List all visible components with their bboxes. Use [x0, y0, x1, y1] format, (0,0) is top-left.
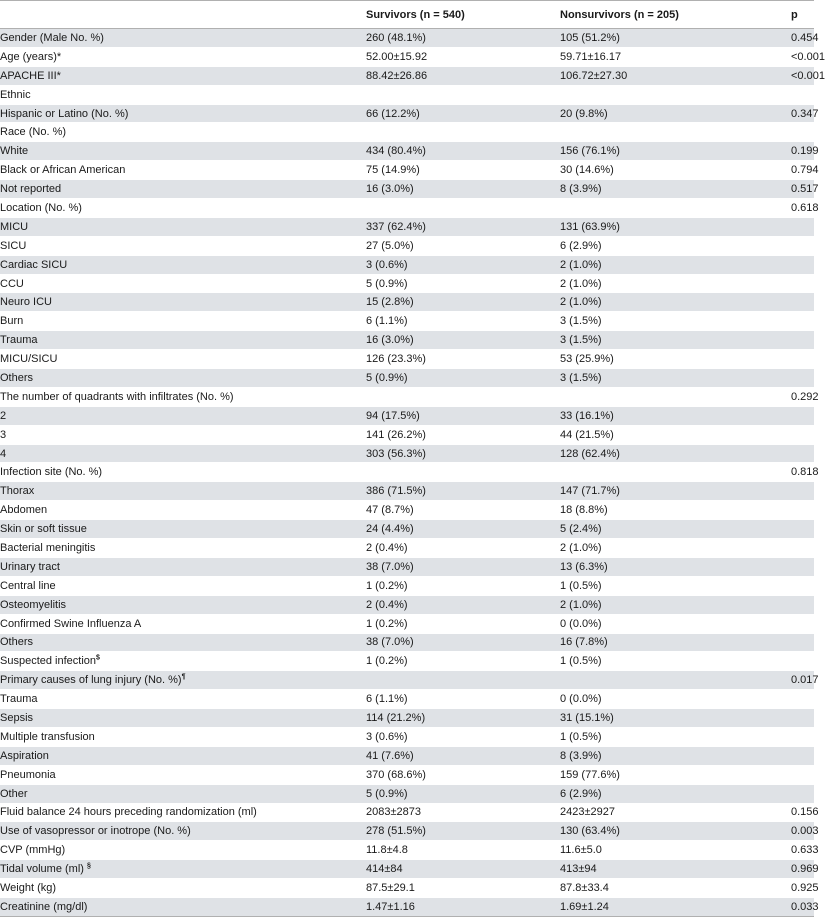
row-label — [0, 690, 366, 709]
p-value-cell: 0.156 — [791, 803, 814, 822]
table-row — [0, 29, 814, 48]
p-value-cell — [791, 274, 814, 293]
nonsurvivors-cell: 2 (1.0%) — [560, 595, 791, 614]
survivors-cell: 66 (12.2%) — [366, 104, 560, 123]
row-label — [0, 784, 366, 803]
table-row — [0, 633, 814, 652]
row-label-text: MICU — [0, 220, 29, 233]
row-label — [0, 425, 366, 444]
row-label-text: Cardiac SICU — [0, 258, 68, 271]
table-row — [0, 520, 814, 539]
survivors-cell — [366, 671, 560, 690]
row-label-text: Creatinine (mg/dl) — [0, 900, 88, 913]
nonsurvivors-cell: 30 (14.6%) — [560, 161, 791, 180]
p-value-cell — [791, 425, 814, 444]
row-label-text: 2 — [0, 409, 7, 422]
survivors-cell: 278 (51.5%) — [366, 822, 560, 841]
table-row — [0, 652, 814, 671]
table-row — [0, 350, 814, 369]
p-value-cell — [791, 350, 814, 369]
survivors-cell: 16 (3.0%) — [366, 180, 560, 199]
row-label-text: Gender (Male No. %) — [0, 31, 104, 44]
table-row — [0, 85, 814, 104]
row-label-text: Confirmed Swine Influenza A — [0, 617, 142, 630]
nonsurvivors-cell: 16 (7.8%) — [560, 633, 791, 652]
nonsurvivors-cell: 8 (3.9%) — [560, 180, 791, 199]
row-label-text: Skin or soft tissue — [0, 523, 87, 536]
row-label-text: Ethnic — [0, 88, 31, 101]
row-label — [0, 539, 366, 558]
nonsurvivors-cell: 20 (9.8%) — [560, 104, 791, 123]
nonsurvivors-cell: 106.72±27.30 — [560, 66, 791, 85]
table-row — [0, 860, 814, 879]
nonsurvivors-cell — [560, 671, 791, 690]
table-row — [0, 841, 814, 860]
p-value-cell — [791, 633, 814, 652]
row-label-text: SICU — [0, 239, 27, 252]
survivors-cell: 1 (0.2%) — [366, 652, 560, 671]
row-label-text: Age (years)* — [0, 50, 62, 63]
survivors-cell: 94 (17.5%) — [366, 406, 560, 425]
nonsurvivors-cell: 3 (1.5%) — [560, 312, 791, 331]
row-label — [0, 576, 366, 595]
table-row — [0, 274, 814, 293]
row-label — [0, 746, 366, 765]
row-label — [0, 520, 366, 539]
table-row — [0, 595, 814, 614]
p-value-cell — [791, 576, 814, 595]
nonsurvivors-cell: 1 (0.5%) — [560, 576, 791, 595]
row-label — [0, 331, 366, 350]
row-label-text: Central line — [0, 579, 56, 592]
table-row — [0, 822, 814, 841]
row-label-text: MICU/SICU — [0, 353, 58, 366]
row-label-text: Location (No. %) — [0, 201, 82, 214]
row-label — [0, 709, 366, 728]
table-row — [0, 557, 814, 576]
p-value-cell — [791, 312, 814, 331]
row-label — [0, 217, 366, 236]
row-label-text: Use of vasopressor or inotrope (No. %) — [0, 825, 191, 838]
p-value-cell: <0.001 — [791, 47, 814, 66]
table-header — [0, 1, 814, 29]
nonsurvivors-cell: 156 (76.1%) — [560, 142, 791, 161]
nonsurvivors-cell — [560, 199, 791, 218]
footnote-marker: § — [87, 862, 91, 870]
row-label — [0, 897, 366, 916]
p-value-cell: 0.517 — [791, 180, 814, 199]
footnote-marker: ¶ — [181, 673, 186, 681]
row-label — [0, 350, 366, 369]
row-label-text: Hispanic or Latino (No. %) — [0, 107, 129, 120]
row-label-text: The number of quadrants with infiltrates (No. %) — [0, 390, 234, 403]
row-label — [0, 841, 366, 860]
table-row — [0, 387, 814, 406]
row-label-text: Primary causes of lung injury (No. %) — [0, 674, 182, 687]
survivors-cell: 126 (23.3%) — [366, 350, 560, 369]
row-label — [0, 123, 366, 142]
row-label — [0, 236, 366, 255]
survivors-cell: 337 (62.4%) — [366, 217, 560, 236]
p-value-cell: 0.017 — [791, 671, 814, 690]
p-value-cell: 0.003 — [791, 822, 814, 841]
p-value-cell: 0.033 — [791, 897, 814, 916]
row-label — [0, 85, 366, 104]
header-p-value: p — [791, 1, 814, 29]
nonsurvivors-cell: 2 (1.0%) — [560, 539, 791, 558]
row-label — [0, 822, 366, 841]
row-label-text: White — [0, 145, 29, 158]
nonsurvivors-cell: 2 (1.0%) — [560, 293, 791, 312]
row-label-text: Fluid balance 24 hours preceding randomization (ml) — [0, 806, 257, 819]
p-value-cell — [791, 331, 814, 350]
header-survivors: Survivors (n = 540) — [366, 1, 560, 29]
nonsurvivors-cell: 130 (63.4%) — [560, 822, 791, 841]
p-value-cell — [791, 255, 814, 274]
nonsurvivors-cell: 18 (8.8%) — [560, 501, 791, 520]
survivors-cell — [366, 85, 560, 104]
survivors-cell: 1.47±1.16 — [366, 897, 560, 916]
row-label — [0, 47, 366, 66]
row-label-text: Thorax — [0, 485, 35, 498]
row-label-text: Other — [0, 787, 28, 800]
row-label-text: CCU — [0, 277, 24, 290]
row-label-text: Trauma — [0, 334, 38, 347]
row-label — [0, 444, 366, 463]
table-row — [0, 727, 814, 746]
row-label-text: Sepsis — [0, 712, 34, 724]
survivors-cell: 87.5±29.1 — [366, 879, 560, 898]
row-label-text: 3 — [0, 428, 7, 441]
survivors-cell: 11.8±4.8 — [366, 841, 560, 860]
row-label-text: Race (No. %) — [0, 126, 67, 139]
nonsurvivors-cell: 1 (0.5%) — [560, 727, 791, 746]
survivors-cell: 260 (48.1%) — [366, 29, 560, 48]
table-row — [0, 66, 814, 85]
header-row — [0, 1, 814, 29]
table-row — [0, 444, 814, 463]
nonsurvivors-cell: 128 (62.4%) — [560, 444, 791, 463]
survivors-cell: 16 (3.0%) — [366, 331, 560, 350]
table-row — [0, 690, 814, 709]
survivors-cell — [366, 387, 560, 406]
row-label-text: Burn — [0, 315, 24, 328]
table-row — [0, 879, 814, 898]
row-label — [0, 671, 366, 690]
survivors-cell: 141 (26.2%) — [366, 425, 560, 444]
p-value-cell — [791, 444, 814, 463]
table-row — [0, 331, 814, 350]
nonsurvivors-cell: 2 (1.0%) — [560, 255, 791, 274]
row-label — [0, 199, 366, 218]
table-row — [0, 47, 814, 66]
nonsurvivors-cell: 11.6±5.0 — [560, 841, 791, 860]
p-value-cell — [791, 369, 814, 388]
survivors-cell: 434 (80.4%) — [366, 142, 560, 161]
nonsurvivors-cell: 413±94 — [560, 860, 791, 879]
p-value-cell — [791, 652, 814, 671]
table-row — [0, 501, 814, 520]
nonsurvivors-cell: 1 (0.5%) — [560, 652, 791, 671]
row-label-text: Neuro ICU — [0, 296, 52, 309]
survivors-cell: 2 (0.4%) — [366, 539, 560, 558]
nonsurvivors-cell — [560, 463, 791, 482]
table-row — [0, 161, 814, 180]
nonsurvivors-cell: 53 (25.9%) — [560, 350, 791, 369]
row-label — [0, 29, 366, 48]
p-value-cell — [791, 520, 814, 539]
table-row — [0, 614, 814, 633]
p-value-cell: 0.199 — [791, 142, 814, 161]
survivors-cell — [366, 199, 560, 218]
row-label-text: Others — [0, 636, 34, 649]
row-label — [0, 557, 366, 576]
p-value-cell — [791, 614, 814, 633]
p-value-cell — [791, 557, 814, 576]
nonsurvivors-cell — [560, 123, 791, 142]
table-row — [0, 406, 814, 425]
table-row — [0, 293, 814, 312]
p-value-cell — [791, 765, 814, 784]
row-label — [0, 255, 366, 274]
row-label — [0, 66, 366, 85]
survivors-cell: 27 (5.0%) — [366, 236, 560, 255]
p-value-cell — [791, 482, 814, 501]
row-label-text: Infection site (No. %) — [0, 466, 103, 479]
survivors-cell: 5 (0.9%) — [366, 784, 560, 803]
nonsurvivors-cell: 1.69±1.24 — [560, 897, 791, 916]
table-row — [0, 463, 814, 482]
row-label — [0, 633, 366, 652]
nonsurvivors-cell: 3 (1.5%) — [560, 369, 791, 388]
row-label-text: Pneumonia — [0, 768, 56, 781]
row-label — [0, 482, 366, 501]
row-label-text: 4 — [0, 447, 7, 460]
survivors-cell: 6 (1.1%) — [366, 312, 560, 331]
row-label-text: Others — [0, 371, 34, 384]
table-row — [0, 369, 814, 388]
nonsurvivors-cell: 131 (63.9%) — [560, 217, 791, 236]
row-label — [0, 406, 366, 425]
row-label-text: Trauma — [0, 693, 38, 706]
header-nonsurvivors: Nonsurvivors (n = 205) — [560, 1, 791, 29]
row-label — [0, 765, 366, 784]
table-row — [0, 539, 814, 558]
row-label — [0, 463, 366, 482]
nonsurvivors-cell: 33 (16.1%) — [560, 406, 791, 425]
p-value-cell — [791, 709, 814, 728]
survivors-cell: 114 (21.2%) — [366, 709, 560, 728]
table-row — [0, 142, 814, 161]
p-value-cell: 0.818 — [791, 463, 814, 482]
p-value-cell — [791, 539, 814, 558]
p-value-cell: 0.633 — [791, 841, 814, 860]
p-value-cell — [791, 85, 814, 104]
table-row — [0, 180, 814, 199]
row-label — [0, 652, 366, 671]
p-value-cell — [791, 727, 814, 746]
row-label — [0, 369, 366, 388]
row-label-text: Multiple transfusion — [0, 730, 95, 743]
row-label — [0, 727, 366, 746]
p-value-cell — [791, 123, 814, 142]
row-label — [0, 803, 366, 822]
nonsurvivors-cell — [560, 387, 791, 406]
row-label-text: Urinary tract — [0, 560, 60, 573]
row-label-text: Bacterial meningitis — [0, 541, 96, 554]
p-value-cell: 0.969 — [791, 860, 814, 879]
row-label-text: Aspiration — [0, 749, 49, 762]
p-value-cell: 0.347 — [791, 104, 814, 123]
p-value-cell — [791, 236, 814, 255]
table-row — [0, 217, 814, 236]
survivors-cell: 24 (4.4%) — [366, 520, 560, 539]
footnote-marker: $ — [96, 654, 100, 662]
nonsurvivors-cell: 2 (1.0%) — [560, 274, 791, 293]
nonsurvivors-cell: 6 (2.9%) — [560, 784, 791, 803]
nonsurvivors-cell: 44 (21.5%) — [560, 425, 791, 444]
nonsurvivors-cell: 59.71±16.17 — [560, 47, 791, 66]
table-row — [0, 199, 814, 218]
table-row — [0, 671, 814, 690]
row-label — [0, 387, 366, 406]
table-row — [0, 236, 814, 255]
p-value-cell: 0.292 — [791, 387, 814, 406]
survivors-cell — [366, 463, 560, 482]
row-label-text: Suspected infection — [0, 655, 97, 668]
table-row — [0, 104, 814, 123]
nonsurvivors-cell: 2423±2927 — [560, 803, 791, 822]
nonsurvivors-cell: 6 (2.9%) — [560, 236, 791, 255]
row-label — [0, 180, 366, 199]
nonsurvivors-cell: 31 (15.1%) — [560, 709, 791, 728]
survivors-cell: 3 (0.6%) — [366, 727, 560, 746]
row-label — [0, 274, 366, 293]
survivors-cell: 2 (0.4%) — [366, 595, 560, 614]
table-row — [0, 746, 814, 765]
survivors-cell: 1 (0.2%) — [366, 576, 560, 595]
nonsurvivors-cell: 5 (2.4%) — [560, 520, 791, 539]
row-label-text: Black or African American — [0, 164, 126, 177]
nonsurvivors-cell: 87.8±33.4 — [560, 879, 791, 898]
table-row — [0, 482, 814, 501]
p-value-cell — [791, 217, 814, 236]
p-value-cell: 0.925 — [791, 879, 814, 898]
survivors-cell: 3 (0.6%) — [366, 255, 560, 274]
table-row — [0, 709, 814, 728]
survivors-cell: 370 (68.6%) — [366, 765, 560, 784]
survivors-cell: 38 (7.0%) — [366, 633, 560, 652]
survivors-cell: 303 (56.3%) — [366, 444, 560, 463]
survivors-cell: 2083±2873 — [366, 803, 560, 822]
survivors-cell: 5 (0.9%) — [366, 274, 560, 293]
survivors-cell — [366, 123, 560, 142]
nonsurvivors-cell: 8 (3.9%) — [560, 746, 791, 765]
row-label — [0, 595, 366, 614]
p-value-cell: 0.794 — [791, 161, 814, 180]
table-row — [0, 765, 814, 784]
row-label — [0, 142, 366, 161]
nonsurvivors-cell: 3 (1.5%) — [560, 331, 791, 350]
nonsurvivors-cell: 0 (0.0%) — [560, 614, 791, 633]
survivors-cell: 386 (71.5%) — [366, 482, 560, 501]
row-label-text: APACHE III* — [0, 69, 61, 82]
nonsurvivors-cell: 159 (77.6%) — [560, 765, 791, 784]
row-label — [0, 860, 366, 879]
p-value-cell — [791, 501, 814, 520]
survivors-cell: 41 (7.6%) — [366, 746, 560, 765]
table-row — [0, 425, 814, 444]
survivors-cell: 5 (0.9%) — [366, 369, 560, 388]
table-row — [0, 255, 814, 274]
row-label — [0, 614, 366, 633]
row-label-text: Not reported — [0, 183, 62, 196]
survivors-cell: 15 (2.8%) — [366, 293, 560, 312]
p-value-cell — [791, 595, 814, 614]
survivors-cell: 6 (1.1%) — [366, 690, 560, 709]
survivors-cell: 47 (8.7%) — [366, 501, 560, 520]
row-label-text: Osteomyelitis — [0, 598, 67, 611]
survivors-cell: 88.42±26.86 — [366, 66, 560, 85]
p-value-cell — [791, 690, 814, 709]
nonsurvivors-cell: 105 (51.2%) — [560, 29, 791, 48]
survivors-cell: 1 (0.2%) — [366, 614, 560, 633]
table-row — [0, 123, 814, 142]
table-body — [0, 29, 825, 917]
nonsurvivors-cell — [560, 85, 791, 104]
p-value-cell: <0.001 — [791, 66, 814, 85]
survivors-cell: 52.00±15.92 — [366, 47, 560, 66]
table-row — [0, 312, 814, 331]
row-label — [0, 879, 366, 898]
survivors-cell: 38 (7.0%) — [366, 557, 560, 576]
table-row — [0, 803, 814, 822]
survivors-cell: 414±84 — [366, 860, 560, 879]
header-variable — [0, 1, 366, 29]
row-label-text: CVP (mmHg) — [0, 844, 66, 857]
p-value-cell: 0.618 — [791, 199, 814, 218]
row-label — [0, 312, 366, 331]
table-row — [0, 784, 814, 803]
nonsurvivors-cell: 147 (71.7%) — [560, 482, 791, 501]
row-label-text: Tidal volume (ml) — [0, 863, 87, 876]
row-label-text: Abdomen — [0, 504, 48, 517]
p-value-cell — [791, 406, 814, 425]
p-value-cell — [791, 746, 814, 765]
p-value-cell — [791, 293, 814, 312]
nonsurvivors-cell: 13 (6.3%) — [560, 557, 791, 576]
row-label — [0, 104, 366, 123]
row-label — [0, 501, 366, 520]
p-value-cell: 0.454 — [791, 29, 814, 48]
table-row — [0, 576, 814, 595]
row-label — [0, 293, 366, 312]
row-label — [0, 161, 366, 180]
nonsurvivors-cell: 0 (0.0%) — [560, 690, 791, 709]
table-row — [0, 897, 814, 916]
p-value-cell — [791, 784, 814, 803]
survivors-cell: 75 (14.9%) — [366, 161, 560, 180]
row-label-text: Weight (kg) — [0, 882, 57, 895]
